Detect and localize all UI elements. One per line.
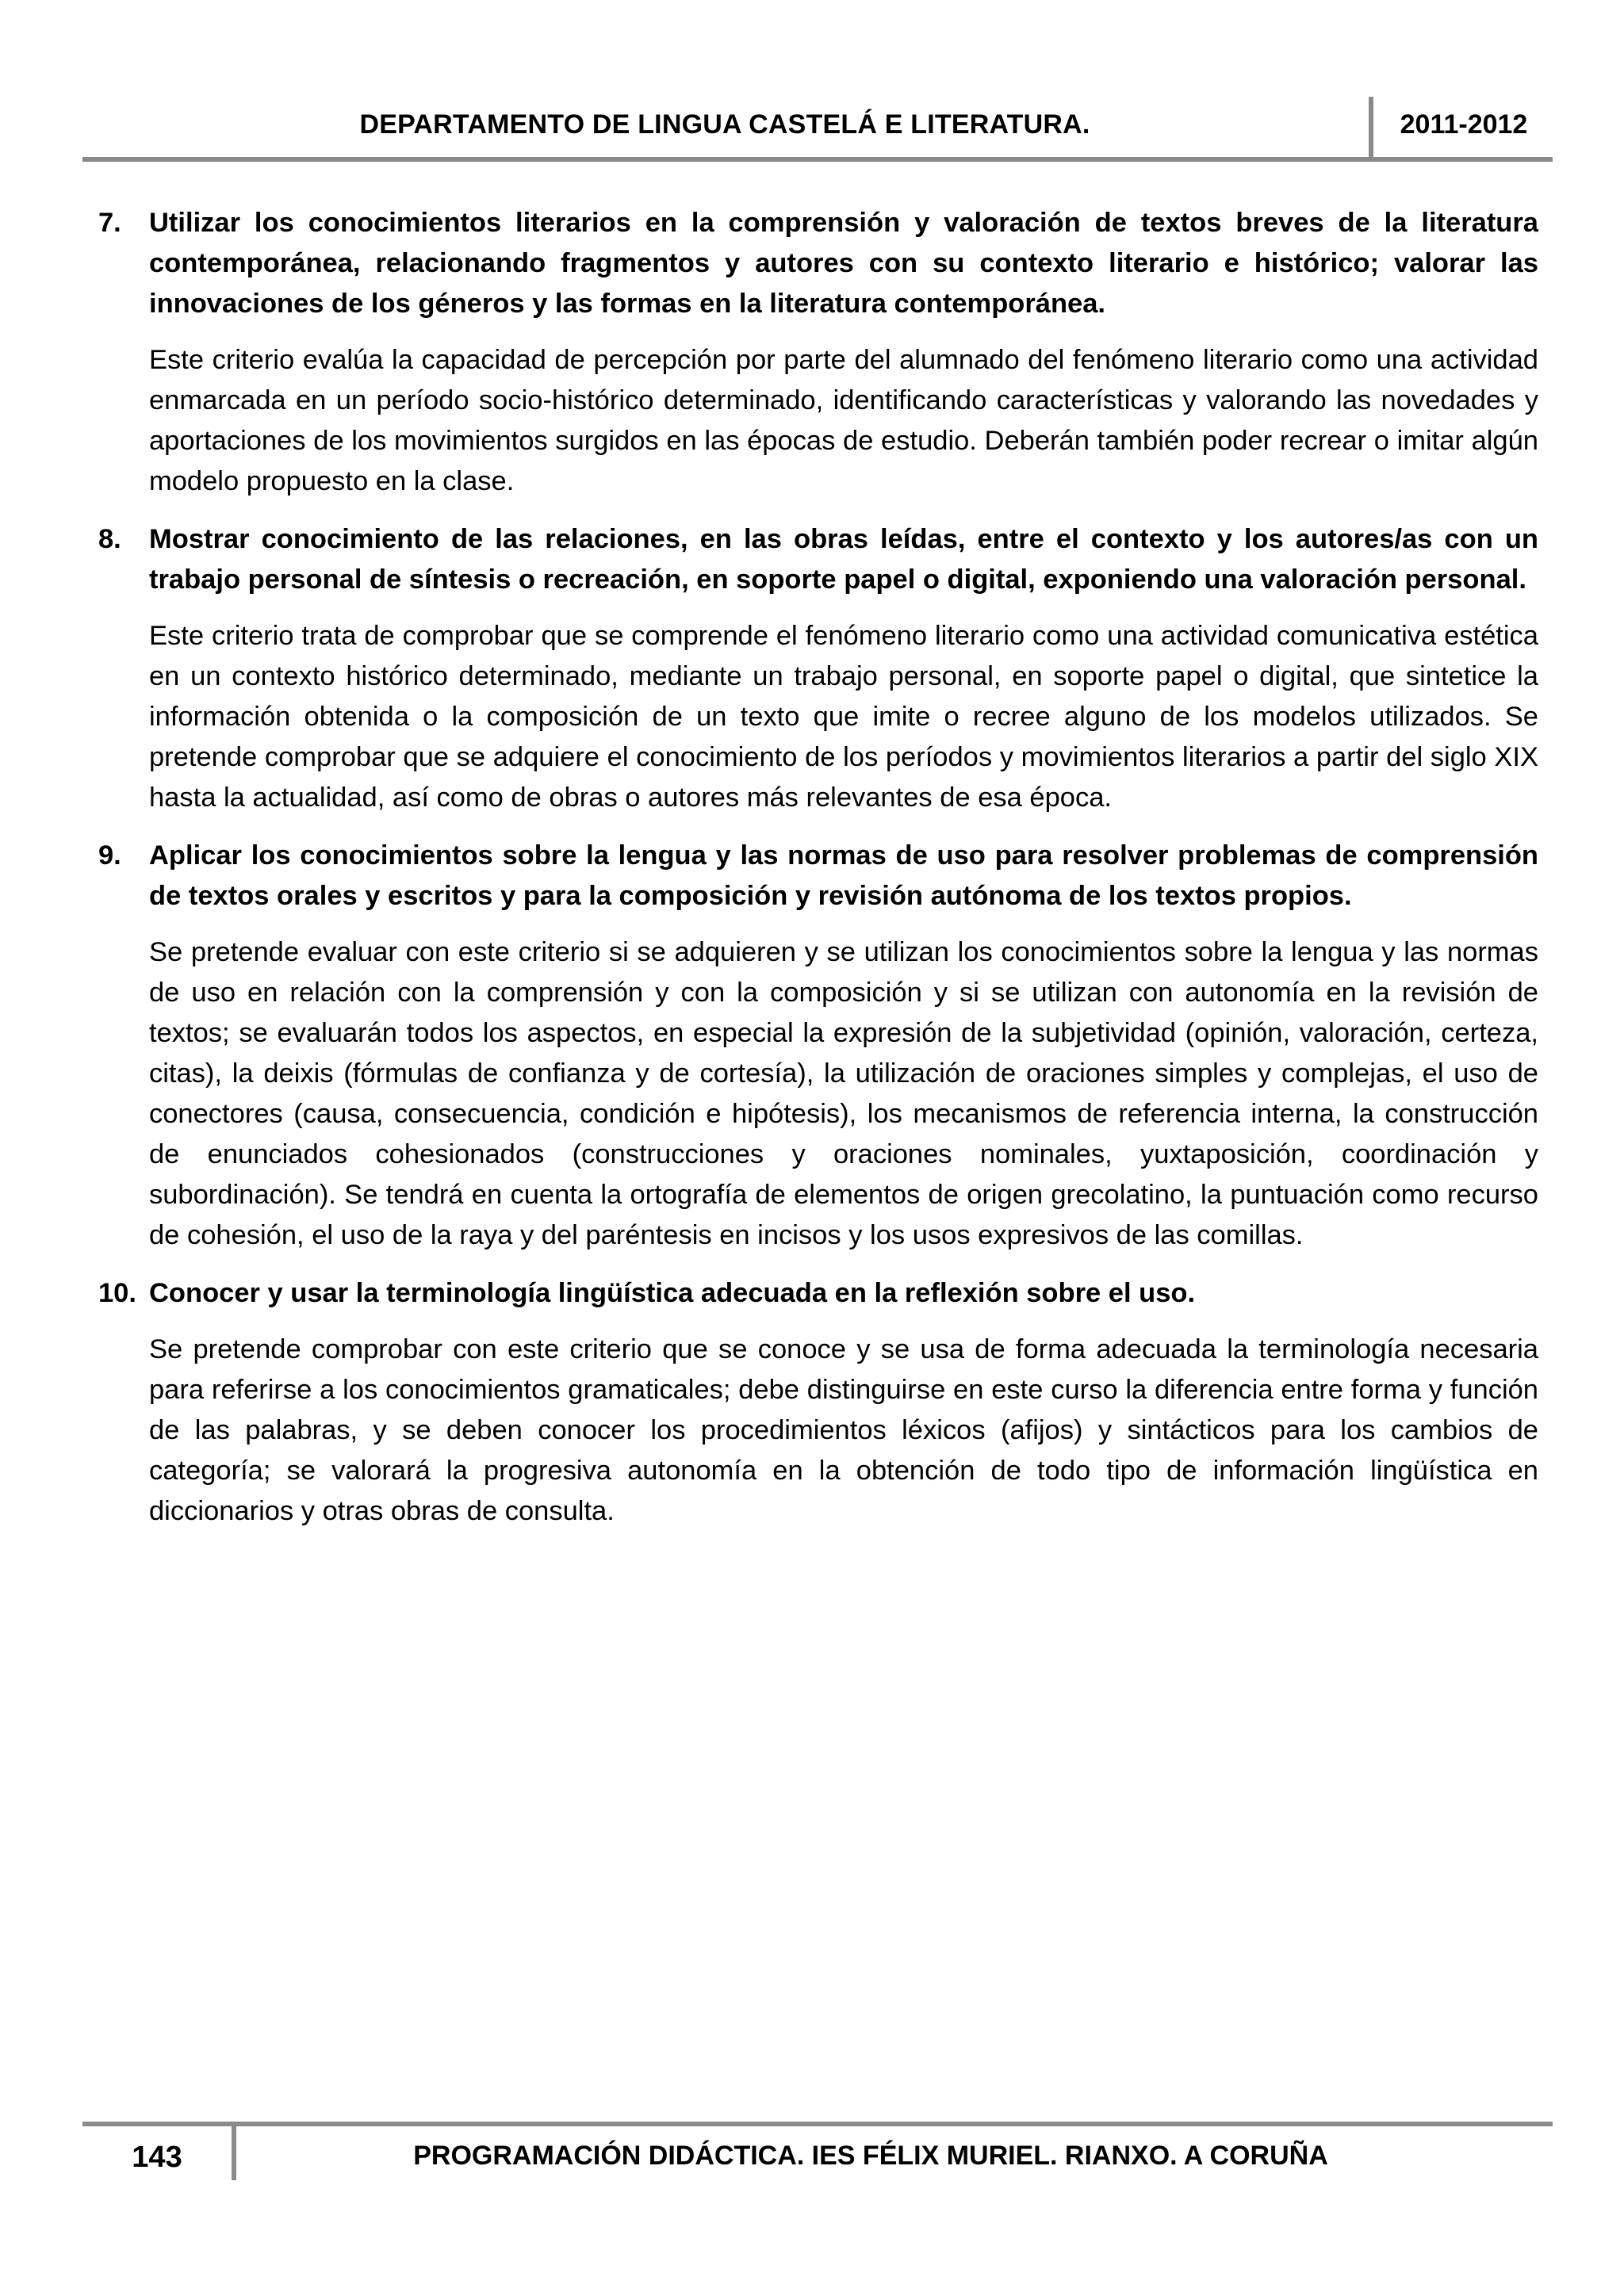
criterion-description: Este criterio evalúa la capacidad de percepción por parte del alumnado del fenómeno literario como una actividad enmarcada en un período socio-histórico determinado, identificando características y valorando las novedades y aportaciones de los movimientos surgidos en las épocas de estudio. Deberán también poder recrear o imitar algún modelo propuesto en la clase.	[149, 345, 1538, 496]
criterion-heading	[82, 836, 1538, 916]
header-title: DEPARTAMENTO DE LINGUA CASTELÁ E LITERATURA.	[359, 109, 1090, 140]
criterion-number: 8.	[98, 524, 121, 554]
criterion-description: Este criterio trata de comprobar que se comprende el fenómeno literario como una actividad comunicativa estética en un contexto histórico determinado, mediante un trabajo personal, en soporte papel o digital, que sintetice la información obtenida o la composición de un texto que imite o recree alguno de los modelos utilizados. Se pretende comprobar que se adquiere el conocimiento de los períodos y movimientos literarios a partir del siglo XIX hasta la actualidad, así como de obras o autores más relevantes de esa época.	[149, 621, 1538, 813]
criterion-heading	[82, 1273, 1538, 1314]
page-header	[82, 94, 1553, 160]
criterion-10	[82, 1273, 1538, 1532]
criterion-8	[82, 519, 1538, 818]
criterion-heading	[82, 519, 1538, 600]
criterion-number: 7.	[98, 208, 121, 238]
criterion-heading-text: Utilizar los conocimientos literarios en la comprensión y valoración de textos breves de la literatura contemporánea, relacionando fragmentos y autores con su contexto literario e histórico; valorar las innovaciones de los géneros y las formas en la literatura contemporánea.	[149, 208, 1538, 319]
criterion-7	[82, 203, 1538, 502]
criterion-heading-text: Conocer y usar la terminología lingüística adecuada en la reflexión sobre el uso.	[149, 1278, 1196, 1308]
page-footer	[82, 2122, 1553, 2193]
criterion-heading-text: Mostrar conocimiento de las relaciones, en las obras leídas, entre el contexto y los autores/as con un trabajo personal de síntesis o recreación, en soporte papel o digital, exponiendo una valoración personal.	[149, 524, 1538, 595]
criterion-number: 10.	[98, 1278, 136, 1308]
footer-text: PROGRAMACIÓN DIDÁCTICA. IES FÉLIX MURIEL. RIANXO. A CORUÑA	[413, 2141, 1328, 2171]
criterion-number: 9.	[98, 840, 121, 871]
criterion-heading-text: Aplicar los conocimientos sobre la lengua y las normas de uso para resolver problemas de comprensión de textos orales y escritos y para la composición y revisión autónoma de los textos propios.	[149, 840, 1538, 911]
criterion-heading	[82, 203, 1538, 324]
document-body	[82, 203, 1538, 1549]
header-year: 2011-2012	[1400, 109, 1528, 140]
footer-divider	[232, 2126, 236, 2180]
page-number: 143	[132, 2141, 182, 2174]
criterion-description: Se pretende comprobar con este criterio que se conoce y se usa de forma adecuada la terminología necesaria para referirse a los conocimientos gramaticales; debe distinguirse en este curso la diferencia entre forma y función de las palabras, y se deben conocer los procedimientos léxicos (afijos) y sintácticos para los cambios de categoría; se valorará la progresiva autonomía en la obtención de todo tipo de información lingüística en diccionarios y otras obras de consulta.	[149, 1334, 1538, 1526]
header-rule	[82, 157, 1553, 162]
criterion-description: Se pretende evaluar con este criterio si se adquieren y se utilizan los conocimientos sobre la lengua y las normas de uso en relación con la comprensión y con la composición y si se utilizan con autonomía en la revisión de textos; se evaluarán todos los aspectos, en especial la expresión de la subjetividad (opinión, valoración, certeza, citas), la deixis (fórmulas de confianza y de cortesía), la utilización de oraciones simples y complejas, el uso de conectores (causa, consecuencia, condición e hipótesis), los mecanismos de referencia interna, la construcción de enunciados cohesionados (construcciones y oraciones nominales, yuxtaposición, coordinación y subordinación). Se tendrá en cuenta la ortografía de elementos de origen grecolatino, la puntuación como recurso de cohesión, el uso de la raya y del paréntesis en incisos y los usos expresivos de las comillas.	[149, 937, 1538, 1250]
criterion-9	[82, 836, 1538, 1256]
footer-rule	[82, 2122, 1553, 2126]
header-divider	[1369, 97, 1373, 157]
